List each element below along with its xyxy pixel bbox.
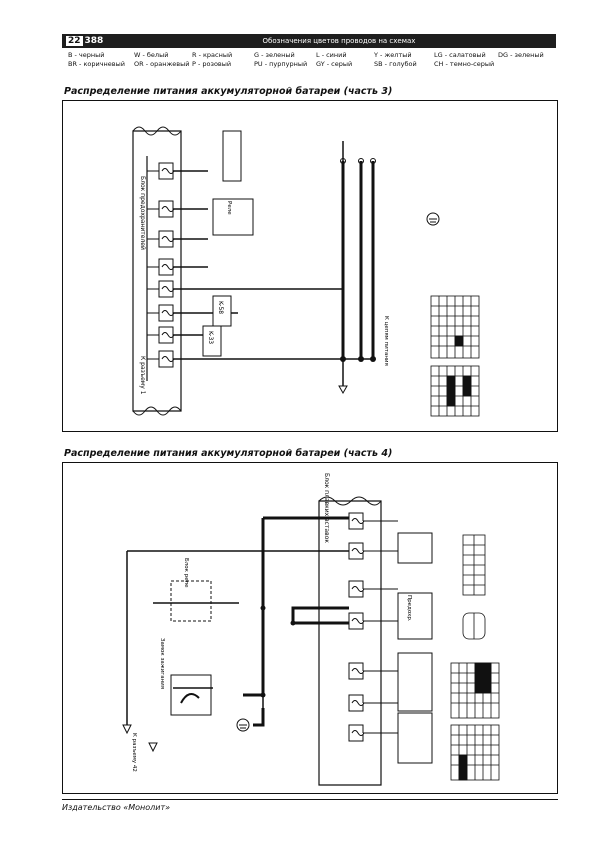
wiring-diagram-part3 bbox=[62, 100, 558, 432]
publisher-label: Издательство «Монолит» bbox=[62, 803, 171, 812]
arrow-markers bbox=[123, 725, 157, 751]
legend-column bbox=[374, 51, 417, 69]
legend-column bbox=[316, 51, 352, 69]
legend-entry: Y - желтый bbox=[374, 51, 412, 59]
legend-column bbox=[134, 51, 190, 69]
connector-label: К разъему 1 bbox=[139, 356, 146, 395]
legend-column bbox=[68, 51, 125, 69]
relay-label: Реле bbox=[226, 201, 232, 215]
wiring-diagram-part4-drawing bbox=[63, 463, 557, 793]
connector-pinout-right-top bbox=[463, 535, 485, 595]
arrow-marker bbox=[339, 386, 347, 393]
wire-color-legend bbox=[64, 51, 558, 75]
legend-entry: W - белый bbox=[134, 51, 169, 59]
connector-pinout-right-mid bbox=[463, 613, 485, 639]
legend-entry: GY - серый bbox=[316, 60, 353, 68]
legend-entry: PU - пурпурный bbox=[254, 60, 308, 68]
legend-entry: LG - салатовый bbox=[434, 51, 486, 59]
connector-label: К разъему 42 bbox=[131, 733, 137, 772]
legend-entry: OR - оранжевый bbox=[134, 60, 190, 68]
legend-column bbox=[192, 51, 232, 69]
splice-point bbox=[358, 356, 364, 362]
header-title: Обозначения цветов проводов на схемах bbox=[262, 37, 416, 45]
wiring-diagram-part4 bbox=[62, 462, 558, 794]
legend-column bbox=[498, 51, 544, 60]
component-label: K-33 bbox=[207, 331, 214, 345]
top-box-label: Блок плавких вставок bbox=[323, 473, 330, 543]
section-title-part4: Распределение питания аккумуляторной батареи (часть 4) bbox=[64, 448, 393, 459]
fuse-box-label: Блок предохранителей bbox=[139, 176, 146, 250]
circuit-label-boxes bbox=[398, 533, 432, 763]
chapter-number: 22 bbox=[68, 36, 81, 46]
legend-entry: DG - зеленый bbox=[498, 51, 544, 59]
relay-block bbox=[171, 581, 211, 621]
ground-symbol bbox=[237, 719, 249, 731]
legend-entry: SB - голубой bbox=[374, 60, 417, 68]
legend-entry: R - красный bbox=[192, 51, 233, 59]
page-number: 388 bbox=[84, 36, 104, 46]
relay-box-label: Блок реле bbox=[183, 558, 189, 588]
page-header bbox=[62, 34, 556, 48]
wiring-diagram-part3-drawing bbox=[63, 101, 557, 431]
legend-entry: P - розовый bbox=[192, 60, 232, 68]
connector-pinout-right-bottom1 bbox=[451, 663, 499, 718]
fuse-rows bbox=[147, 156, 174, 381]
fuse-rows-part4 bbox=[349, 513, 364, 741]
main-power-bus bbox=[343, 161, 373, 359]
connector-pinout-upper bbox=[431, 296, 479, 358]
legend-column bbox=[434, 51, 494, 69]
splice-points bbox=[261, 606, 296, 698]
section-title-part3: Распределение питания аккумуляторной батареи (часть 3) bbox=[64, 86, 393, 97]
legend-entry: L - синий bbox=[316, 51, 347, 59]
main-power-lines bbox=[243, 518, 349, 725]
fuse-label: Предохр. bbox=[406, 595, 412, 622]
component-label: K-58 bbox=[217, 301, 224, 315]
connector-pinout-right-bottom2 bbox=[451, 725, 499, 780]
ignition-label: Замок зажигания bbox=[159, 638, 165, 690]
legend-entry: CH - темно-серый bbox=[434, 60, 495, 68]
circuit-label-block bbox=[213, 131, 253, 235]
to-circuits-label: К цепям питания bbox=[383, 316, 389, 366]
legend-entry: G - зеленый bbox=[254, 51, 295, 59]
legend-column bbox=[254, 51, 307, 69]
connector-pinout-lower bbox=[431, 366, 479, 416]
splice-point bbox=[370, 356, 376, 362]
footer-rule bbox=[62, 799, 558, 800]
legend-entry: B - черный bbox=[68, 51, 105, 59]
ground-symbol bbox=[427, 213, 439, 225]
legend-entry: BR - коричневый bbox=[68, 60, 125, 68]
